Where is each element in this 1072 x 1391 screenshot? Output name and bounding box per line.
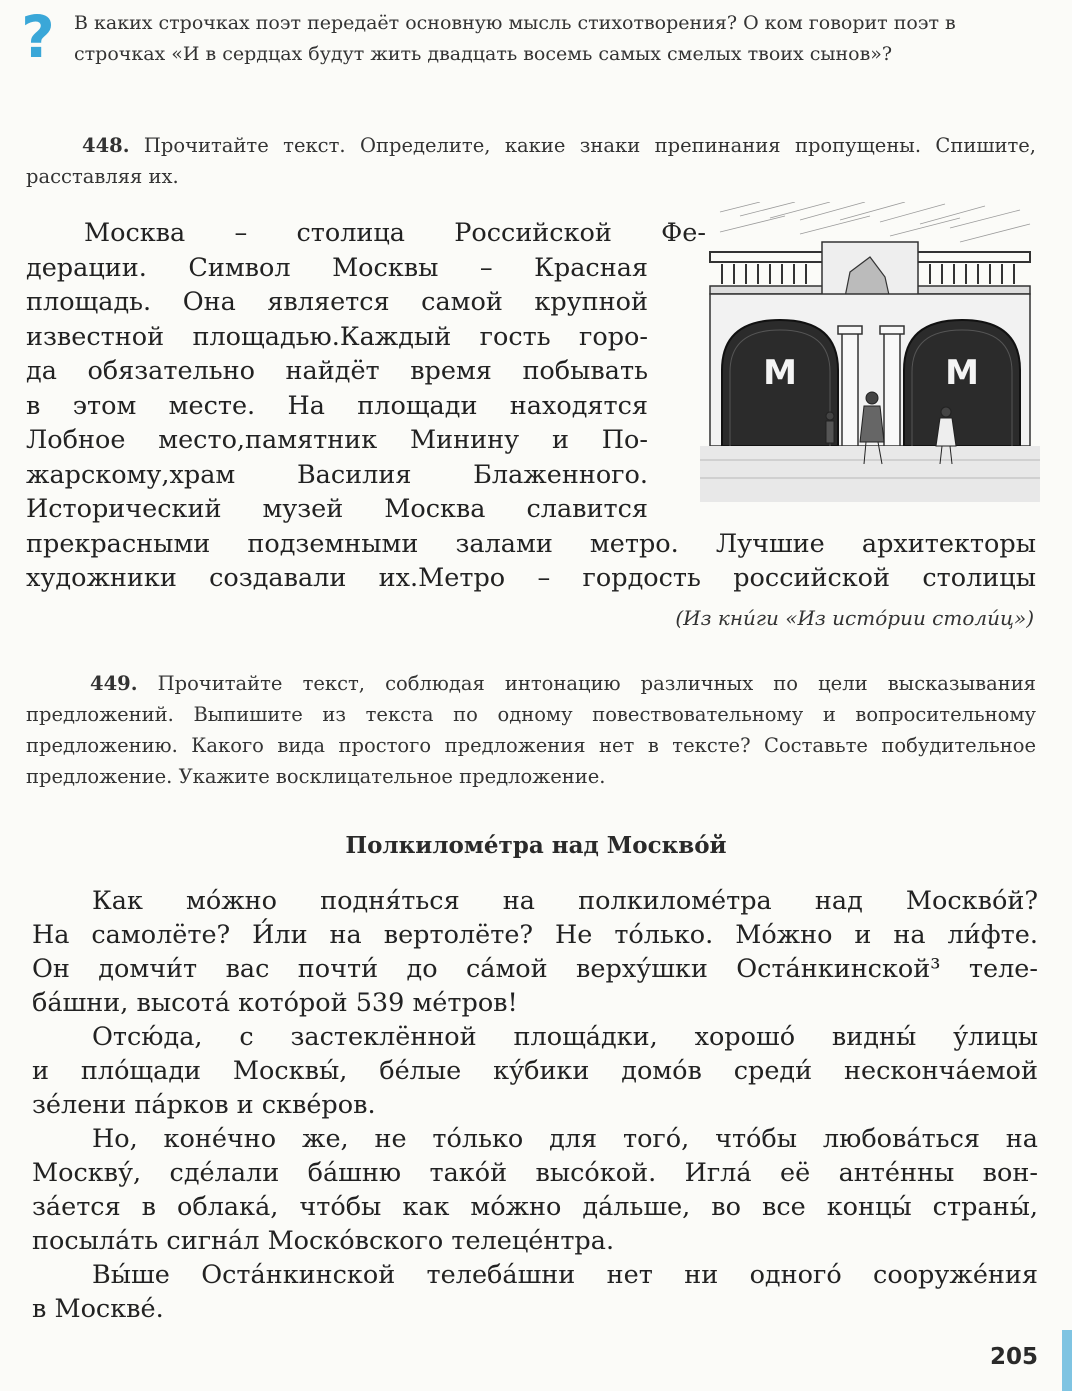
text-line: прекрасными подземными залами метро. Лучшие архитекторы [26, 528, 1036, 559]
text-line: На самолёте? И́ли на вертолёте? Не то́лько. Мо́жно и на ли́фте. [32, 920, 1038, 950]
metro-sign-right: М [945, 353, 979, 393]
text-line: известной площадью.Каждый гость горо- [26, 321, 648, 352]
question-mark-icon: ? [21, 3, 55, 71]
task-number: 449. [90, 672, 138, 695]
task-instructions: Прочитайте текст, соблюдая интонацию различных по цели высказывания предложений. Выпишите из текста по одному повествовательному и вопросительному предложению. Какого вида простого предложения нет в тексте? Составьте побудительное предложение. Укажите восклицательное предложение. [26, 672, 1036, 788]
text-line: Отсю́да, с застеклённой площа́дки, хорошо́ видны́ у́лицы [92, 1022, 1038, 1052]
exercise-449-text [32, 884, 1038, 1326]
task-448 [26, 130, 1036, 192]
text-line: Вы́ше Оста́нкинской телеба́шни нет ни одного́ сооруже́ния [92, 1260, 1038, 1290]
task-number: 448. [82, 134, 130, 157]
text-line: площадь. Она является самой крупной [26, 287, 648, 317]
text-line: и пло́щади Москвы́, бе́лые ку́бики домо́в среди́ несконча́емой [32, 1056, 1038, 1086]
text-line: в Москве́. [32, 1294, 164, 1324]
text-line: художники создавали их.Метро – гордость российской столицы [26, 563, 1036, 593]
page-number: 205 [989, 1344, 1038, 1370]
text-line: ба́шни, высота́ кото́рой 539 ме́тров! [32, 988, 518, 1018]
text-line: в этом месте. На площади находятся [26, 390, 648, 421]
metro-station-illustration [700, 202, 1040, 502]
metro-sign-left: М [763, 353, 797, 393]
task-449 [26, 668, 1036, 792]
text-line: Исторический музей Москва славится [26, 494, 648, 524]
text-line: Москву́, сде́лали ба́шню тако́й высо́кой. Игла́ её анте́нны вон- [32, 1158, 1038, 1188]
text-source: (Из кни́ги «Из исто́рии столи́ц») [675, 606, 1034, 630]
text-line: Но, коне́чно же, не то́лько для того́, что́бы любова́ться на [92, 1124, 1038, 1154]
text-line: посыла́ть сигна́л Моско́вского телеце́нтра. [32, 1226, 615, 1256]
task-instructions: Прочитайте текст. Определите, какие знаки препинания пропущены. Спишите, расставляя их. [26, 134, 1036, 188]
text-title: Полкиломе́тра над Москво́й [345, 832, 727, 859]
text-line: дерации. Символ Москвы – Красная [26, 252, 648, 283]
text-line: да обязательно найдёт время побывать [26, 356, 648, 386]
text-line: зе́лени па́рков и скве́ров. [32, 1090, 376, 1120]
text-line: Как мо́жно подня́ться на полкиломе́тра над Москво́й? [92, 886, 1038, 916]
text-line: Он домчи́т вас почти́ до са́мой верху́шки Оста́нкинской³ теле- [32, 954, 1038, 984]
question-text: В каких строчках поэт передаёт основную мысль стихотворения? О ком говорит поэт в строчках «И в сердцах будут жить двадцать восемь самых смелых твоих сынов»? [74, 12, 956, 65]
text-line: жарскому,храм Василия Блаженного. [26, 459, 648, 490]
text-line: за́ется в облака́, что́бы как мо́жно да́льше, во все концы́ страны́, [32, 1192, 1038, 1222]
text-line: Лобное место,памятник Минину и По- [26, 425, 648, 455]
text-line: Москва – столица Российской Фе- [84, 218, 706, 248]
page-edge-marker [1062, 1330, 1072, 1391]
